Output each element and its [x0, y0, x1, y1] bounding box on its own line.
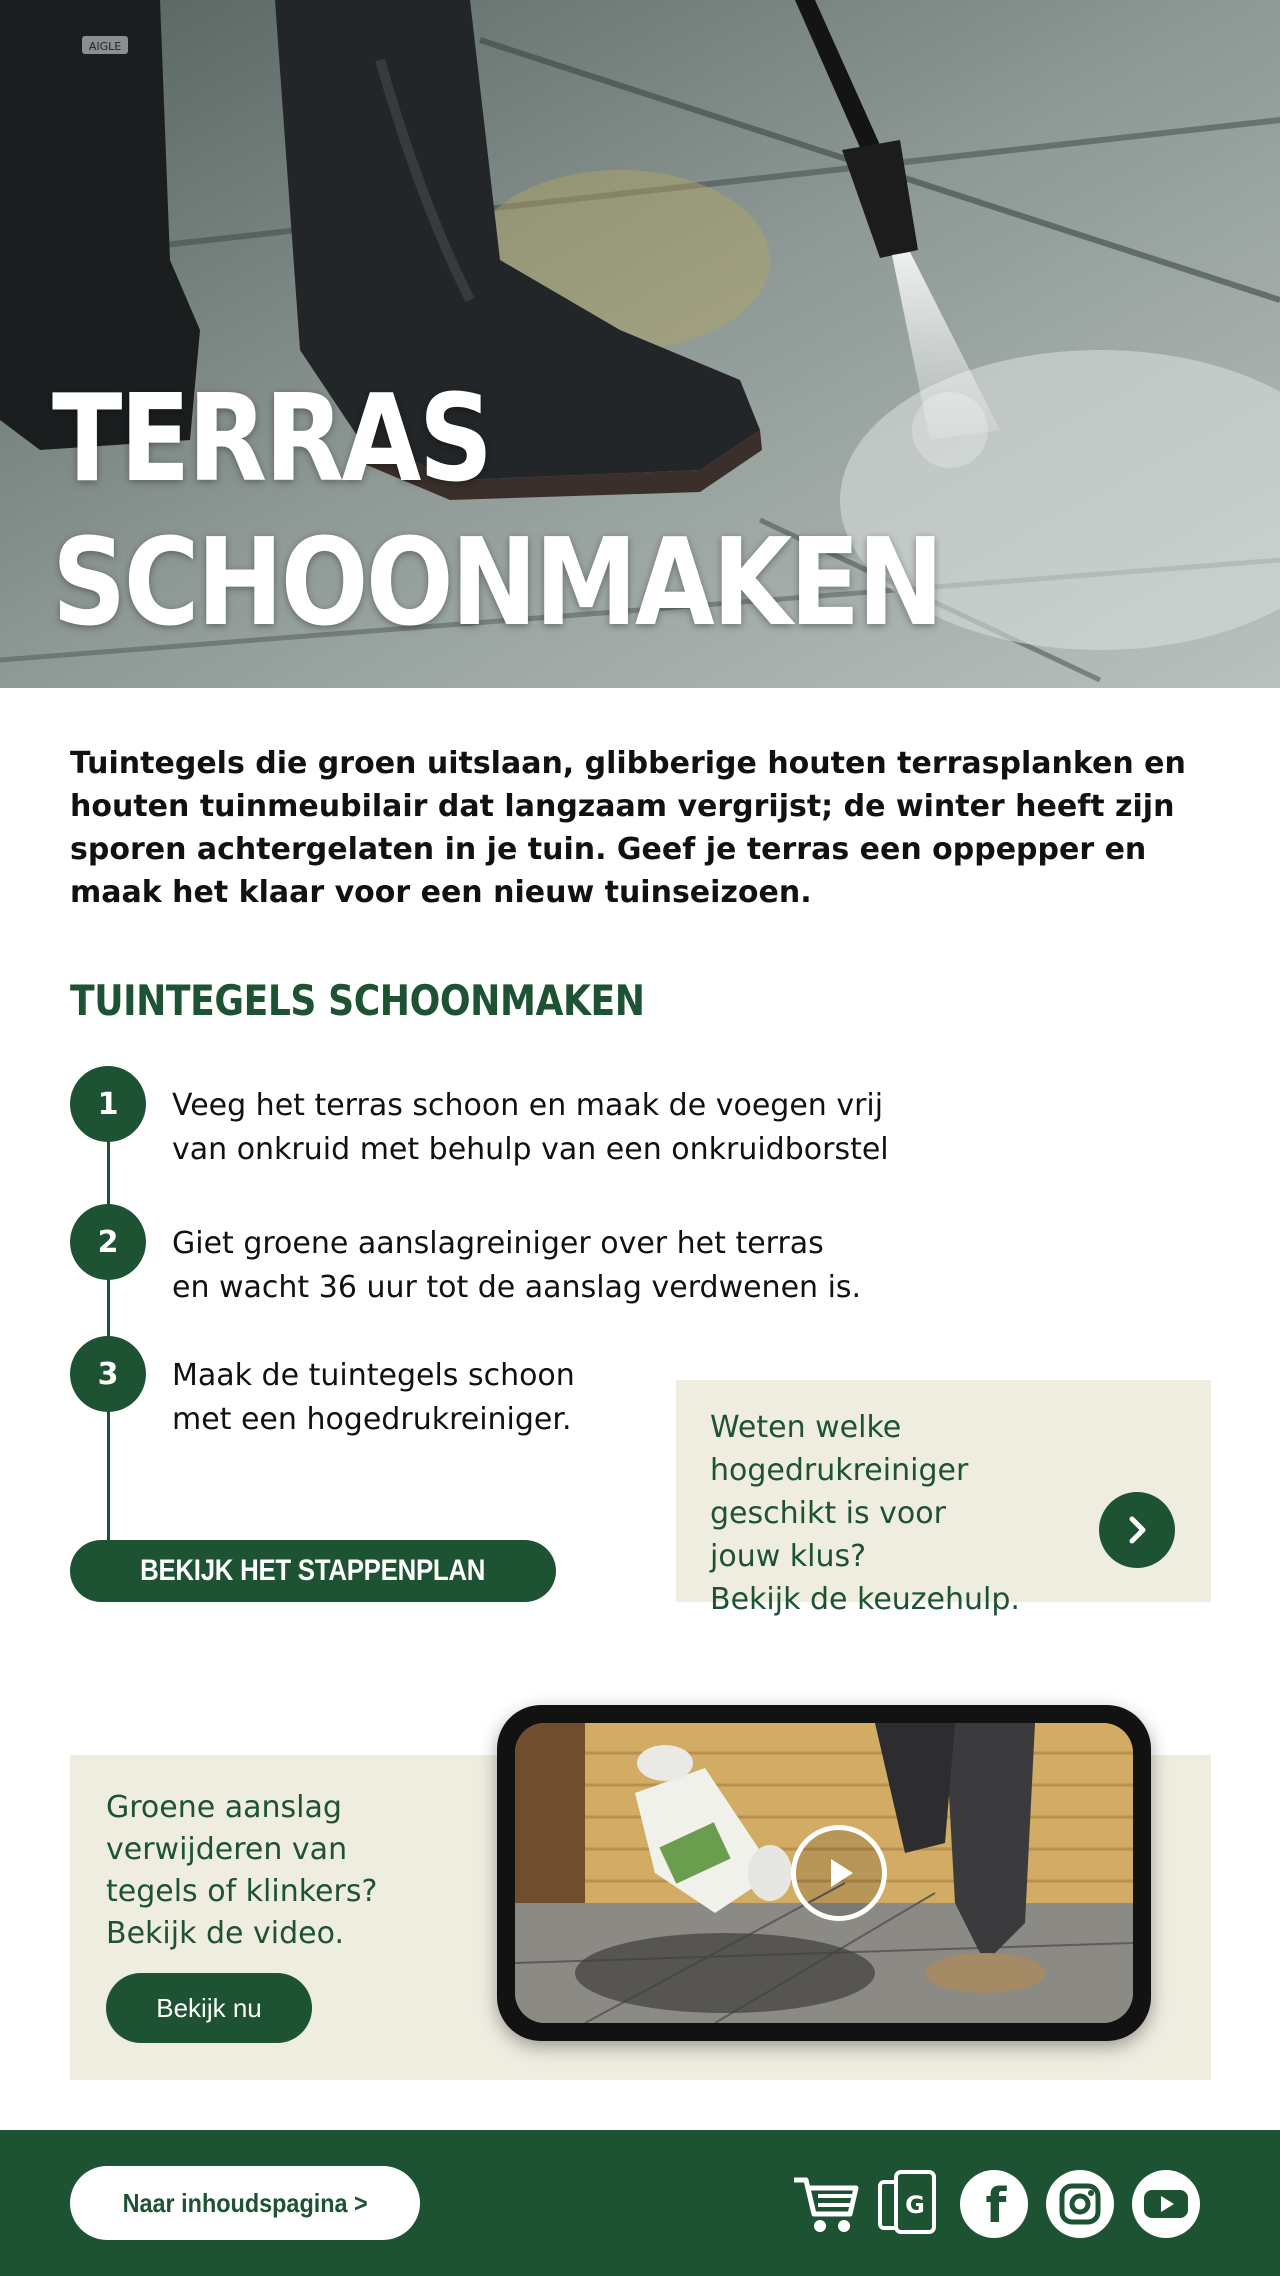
hero-title: [52, 368, 941, 656]
video-line3: tegels of klinkers?: [106, 1874, 378, 1909]
keuzehulp-line2: geschikt is voor: [710, 1496, 946, 1531]
view-stepplan-label: BEKIJK HET STAPPENPLAN: [140, 1554, 486, 1587]
step-text-line2: en wacht 36 uur tot de aanslag verdwenen is.: [172, 1270, 862, 1305]
step-text-line2: met een hogedrukreiniger.: [172, 1402, 572, 1437]
keuzehulp-arrow-button[interactable]: [1099, 1492, 1175, 1568]
video-line1: Groene aanslag: [106, 1790, 342, 1825]
view-stepplan-button[interactable]: [70, 1540, 556, 1602]
keuzehulp-text: [710, 1406, 1110, 1621]
youtube-icon[interactable]: [1130, 2168, 1202, 2240]
giftcard-icon[interactable]: [872, 2168, 944, 2240]
contents-page-button[interactable]: [70, 2166, 420, 2240]
instagram-icon[interactable]: [1044, 2168, 1116, 2240]
step-number-badge: 3: [70, 1336, 146, 1412]
watch-now-button[interactable]: Bekijk nu: [106, 1973, 312, 2043]
video-line2: verwijderen van: [106, 1832, 348, 1867]
hero-title-line1: TERRAS: [52, 370, 491, 509]
footer-bar: [0, 2130, 1280, 2276]
video-line4: Bekijk de video.: [106, 1916, 344, 1951]
svg-text:f: f: [985, 2178, 1007, 2234]
cart-icon[interactable]: [790, 2168, 862, 2240]
video-text: [106, 1787, 526, 1955]
hero-title-line2: SCHOONMAKEN: [52, 514, 942, 653]
play-button[interactable]: [791, 1825, 887, 1921]
step-text-line2: van onkruid met behulp van een onkruidborstel: [172, 1132, 889, 1167]
contents-page-label: Naar inhoudspagina >: [122, 2187, 368, 2218]
intro-text: Tuintegels die groen uitslaan, glibberige houten terrasplanken en houten tuinmeubilair dat langzaam vergrijst; de winter heeft zijn sporen achtergelaten in je tuin. Geef je terras een oppepper en maak het klaar voor een nieuw tuinseizoen.: [70, 746, 1186, 910]
keuzehulp-line4: Bekijk de keuzehulp.: [710, 1582, 1020, 1617]
play-icon: [819, 1853, 859, 1893]
steps-timeline-line: [107, 1100, 110, 1550]
step-text: [172, 1084, 932, 1172]
keuzehulp-card[interactable]: [676, 1380, 1211, 1617]
svg-text:G: G: [905, 2191, 925, 2219]
step-text-line1: Maak de tuintegels schoon: [172, 1358, 575, 1393]
keuzehulp-line1: Weten welke hogedrukreiniger: [710, 1410, 969, 1488]
keuzehulp-line3: jouw klus?: [710, 1539, 867, 1574]
step-number-badge: 2: [70, 1204, 146, 1280]
phone-video-frame[interactable]: [497, 1705, 1151, 2041]
hero-banner: [0, 0, 1280, 688]
step-number-badge: 1: [70, 1066, 146, 1142]
step-text-line1: Giet groene aanslagreiniger over het terras: [172, 1226, 824, 1261]
svg-text:AIGLE: AIGLE: [88, 40, 122, 53]
facebook-icon[interactable]: [958, 2168, 1030, 2240]
section-title: TUINTEGELS SCHOONMAKEN: [70, 976, 645, 1025]
step-text-line1: Veeg het terras schoon en maak de voegen vrij: [172, 1088, 884, 1123]
chevron-right-icon: [1119, 1512, 1155, 1548]
step-text: [172, 1222, 932, 1310]
video-thumbnail[interactable]: [515, 1723, 1133, 2023]
